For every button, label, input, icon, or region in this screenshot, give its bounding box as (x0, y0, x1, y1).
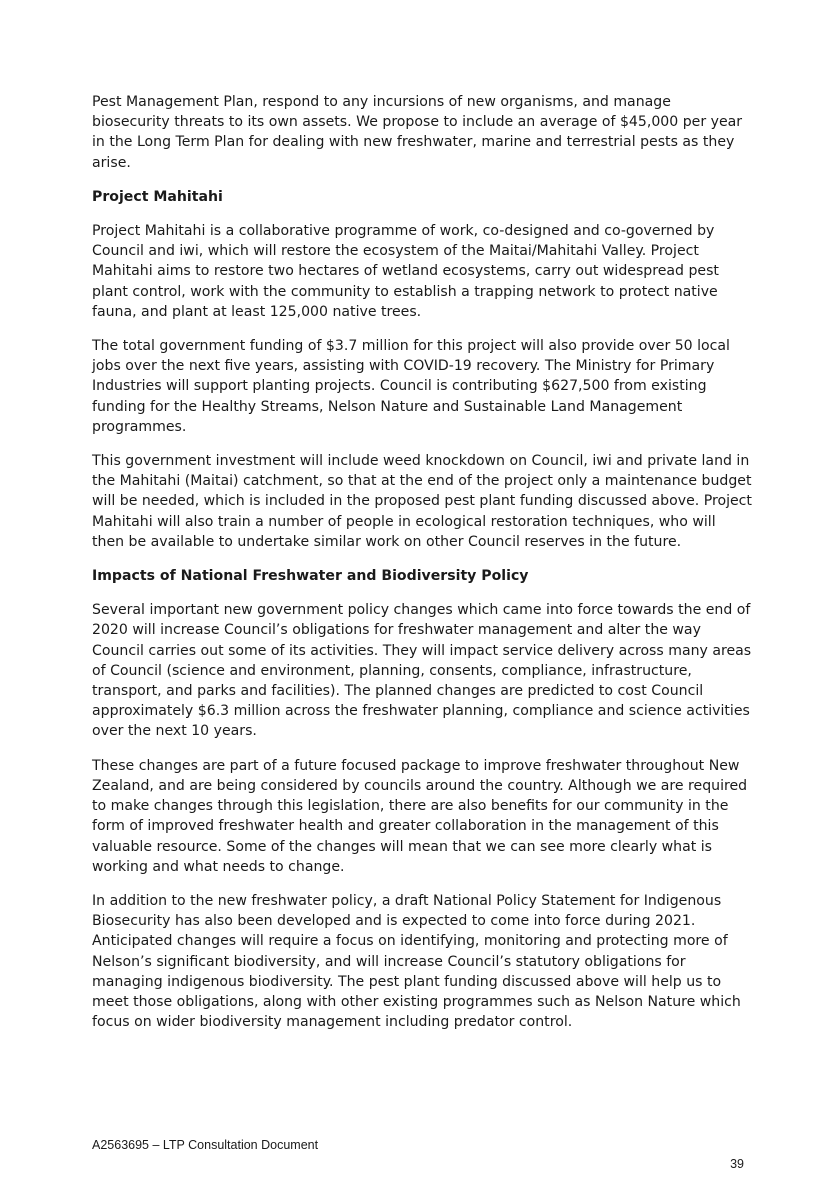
section-heading-project-mahitahi: Project Mahitahi (92, 188, 223, 205)
intro-paragraph: Pest Management Plan, respond to any incursions of new organisms, and manage biosecurity threats to its own assets. We propose to include an average of $45,000 per year in the Long Term Plan for dealing with new freshwater, marine and terrestrial pests as they arise. (92, 94, 743, 171)
mahitahi-paragraph-1: Project Mahitahi is a collaborative programme of work, co-designed and co-governed by Council and iwi, which will restore the ecosystem of the Maitai/Mahitahi Valley. Project Mahitahi aims to restore two hectares of wetland ecosystems, carry out widespread pest plant control, work with the community to establish a trapping network to protect native fauna, and plant at least 125,000 native trees. (92, 223, 719, 320)
mahitahi-paragraph-2: The total government funding of $3.7 million for this project will also provide over 50 local jobs over the next five years, assisting with COVID-19 recovery. The Ministry for Primary Industries will support planting projects. Council is contributing $627,500 from existing funding for the Healthy Streams, Nelson Nature and Sustainable Land Management programmes. (92, 338, 730, 435)
policy-paragraph-2: These changes are part of a future focused package to improve freshwater throughout New Zealand, and are being considered by councils around the country. Although we are required to make changes through this legislation, there are also benefits for our community in the form of improved freshwater health and greater collaboration in the management of this valuable resource. Some of the changes will mean that we can see more clearly what is working and what needs to change. (92, 757, 748, 875)
page-body (92, 92, 752, 1046)
footer-document-reference: A2563695 – LTP Consultation Document (92, 1138, 319, 1152)
page-number: 39 (730, 1157, 744, 1171)
section-heading-freshwater-biodiversity-policy: Impacts of National Freshwater and Biodiversity Policy (92, 568, 529, 585)
policy-paragraph-1: Several important new government policy changes which came into force towards the end of 2020 will increase Council’s obligations for freshwater management and alter the way Council carries out some of its activities. They will impact service delivery across many areas of Council (science and environment, planning, consents, compliance, infrastructure, transport, and parks and facilities). The planned changes are predicted to cost Council approximately $6.3 million across the freshwater planning, compliance and science activities over the next 10 years. (92, 602, 752, 740)
mahitahi-paragraph-3: This government investment will include weed knockdown on Council, iwi and private land in the Mahitahi (Maitai) catchment, so that at the end of the project only a maintenance budget will be needed, which is included in the proposed pest plant funding discussed above. Project Mahitahi will also train a number of people in ecological restoration techniques, who will then be available to undertake similar work on other Council reserves in the future. (92, 453, 752, 550)
policy-paragraph-3: In addition to the new freshwater policy, a draft National Policy Statement for Indigenous Biosecurity has also been developed and is expected to come into force during 2021. Anticipated changes will require a focus on identifying, monitoring and protecting more of Nelson’s significant biodiversity, and will increase Council’s statutory obligations for managing indigenous biodiversity. The pest plant funding discussed above will help us to meet those obligations, along with other existing programmes such as Nelson Nature which focus on wider biodiversity management including predator control. (92, 892, 741, 1031)
